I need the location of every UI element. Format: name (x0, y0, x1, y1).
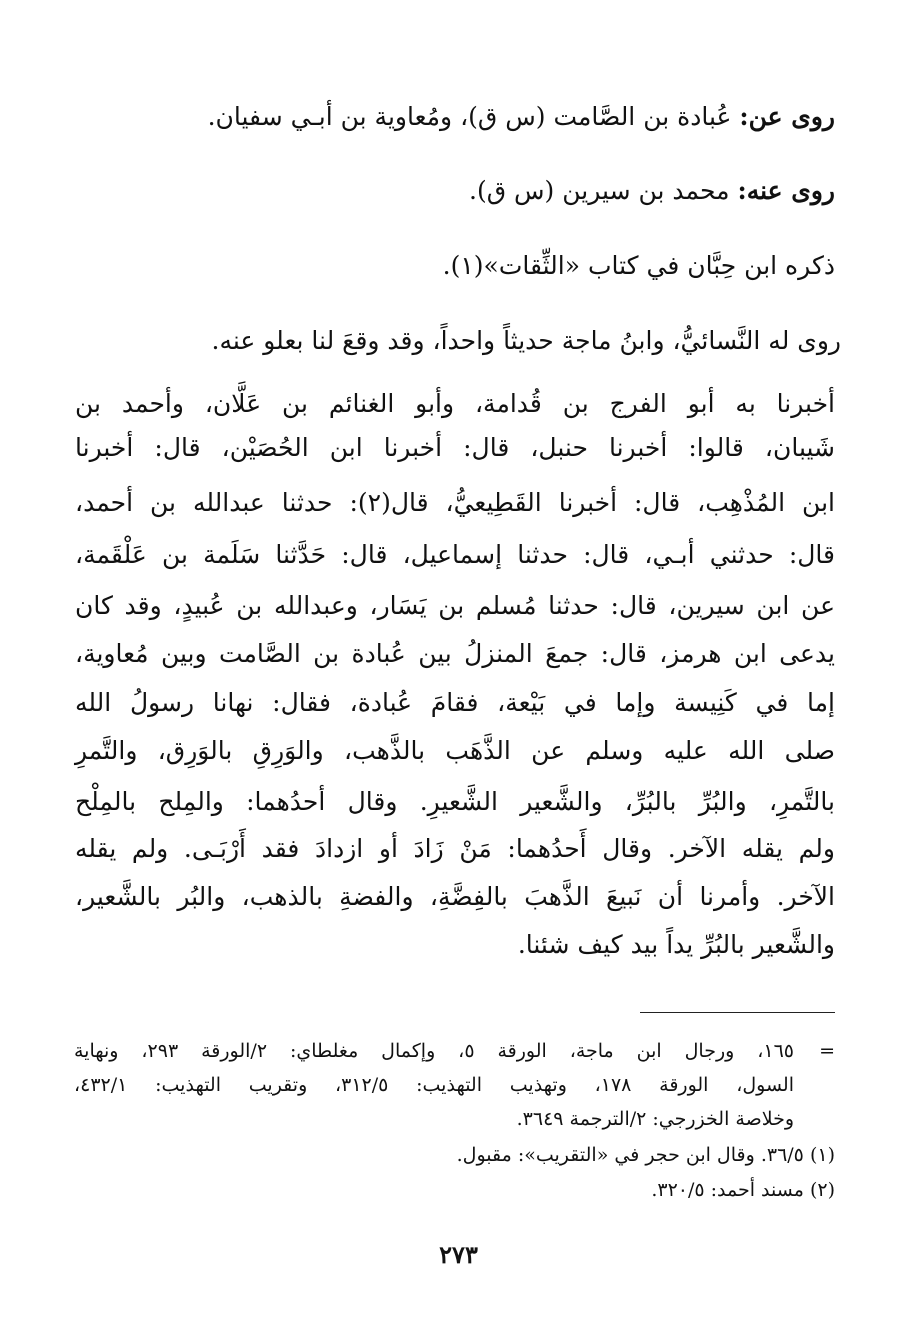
body-line: شَيبان، قالوا: أخبرنا حنبل، قال: أخبرنا ابن الحُصَيْن، قال: أخبرنا (75, 433, 835, 462)
page-number: ٢٧٣ (439, 1240, 478, 1269)
body-line: والشَّعير بالبُرِّ يداً بيد كيف شئنا. (517, 930, 835, 959)
body-line: عن ابن سيرين، قال: حدثنا مُسلم بن يَسَار، وعبدالله بن عُبيدٍ، وقد كان (75, 591, 835, 620)
body-line: صلى الله عليه وسلم عن الذَّهَب بالذَّهب، والوَرِقِ بالوَرِق، والتَّمرِ (75, 736, 835, 765)
footnote-item (651, 1176, 835, 1204)
body-line: أخبرنا به أبو الفرج بن قُدامة، وأبو الغنائم بن عَلَّان، وأحمد بن (75, 389, 835, 418)
body-line: يدعى ابن هرمز، قال: جمعَ المنزلُ بين عُبادة بن الصَّامت وبين مُعاوية، (75, 639, 835, 668)
narrated-by-line (469, 174, 835, 208)
narration-line: روى له النَّسائيُّ، وابنُ ماجة حديثاً واحداً، وقد وقعَ لنا بعلو عنه. (211, 326, 841, 355)
narrated-by-label: روى عنه: (737, 176, 835, 205)
body-line: ابن المُذْهِب، قال: أخبرنا القَطِيعيُّ، قال(٢): حدثنا عبدالله بن أحمد، (75, 488, 835, 517)
footnote-separator (640, 1012, 835, 1013)
body-line: قال: حدثني أبـي، قال: حدثنا إسماعيل، قال: حَدَّثنا سَلَمة بن عَلْقَمة، (75, 540, 835, 569)
body-line: الآخر. وأمرنا أن نَبيعَ الذَّهبَ بالفِضَّةِ، والفضةِ بالذهب، والبُر بالشَّعير، (75, 882, 835, 911)
narrated-from-text: عُبادة بن الصَّامت (س ق)، ومُعاوية بن أبـي سفيان. (207, 102, 732, 131)
footnote-text: مسند أحمد: ٣٢٠/٥. (651, 1179, 804, 1201)
footnote-line: السول، الورقة ١٧٨، وتهذيب التهذيب: ٣١٢/٥، وتقريب التهذيب: ٤٣٢/١، (74, 1074, 794, 1096)
footnote-line: وخلاصة الخزرجي: ٢/الترجمة ٣٦٤٩. (516, 1108, 794, 1130)
footnote-item (457, 1141, 835, 1169)
footnote-text: ٣٦/٥. وقال ابن حجر في «التقريب»: مقبول. (456, 1144, 804, 1166)
body-line: بالتَّمرِ، والبُرِّ بالبُرِّ، والشَّعير الشَّعيرِ. وقال أحدُهما: والمِلح بالمِلْح (75, 787, 835, 816)
footnote-line: ١٦٥، ورجال ابن ماجة، الورقة ٥، وإكمال مغلطاي: ٢/الورقة ٢٩٣، ونهاية (74, 1040, 794, 1062)
body-line: ولم يقله الآخر. وقال أَحدُهما: مَنْ زَادَ أو ازدادَ فقد أَرْبَـى. ولم يقله (75, 834, 835, 863)
footnote-marker: (٢) (809, 1179, 835, 1201)
narrated-from-line (208, 100, 835, 134)
body-line: إما في كَنِيسة وإما في بَيْعة، فقامَ عُبادة، فقال: نهانا رسولُ الله (75, 688, 835, 717)
footnote-continuation-marker: = (819, 1040, 835, 1062)
narrated-from-label: روى عن: (739, 102, 835, 131)
mentioned-line: ذكره ابن حِبَّان في كتاب «الثِّقات»(١). (442, 251, 835, 280)
footnote-marker: (١) (809, 1144, 835, 1166)
narrated-by-text: محمد بن سيرين (س ق). (469, 176, 730, 205)
